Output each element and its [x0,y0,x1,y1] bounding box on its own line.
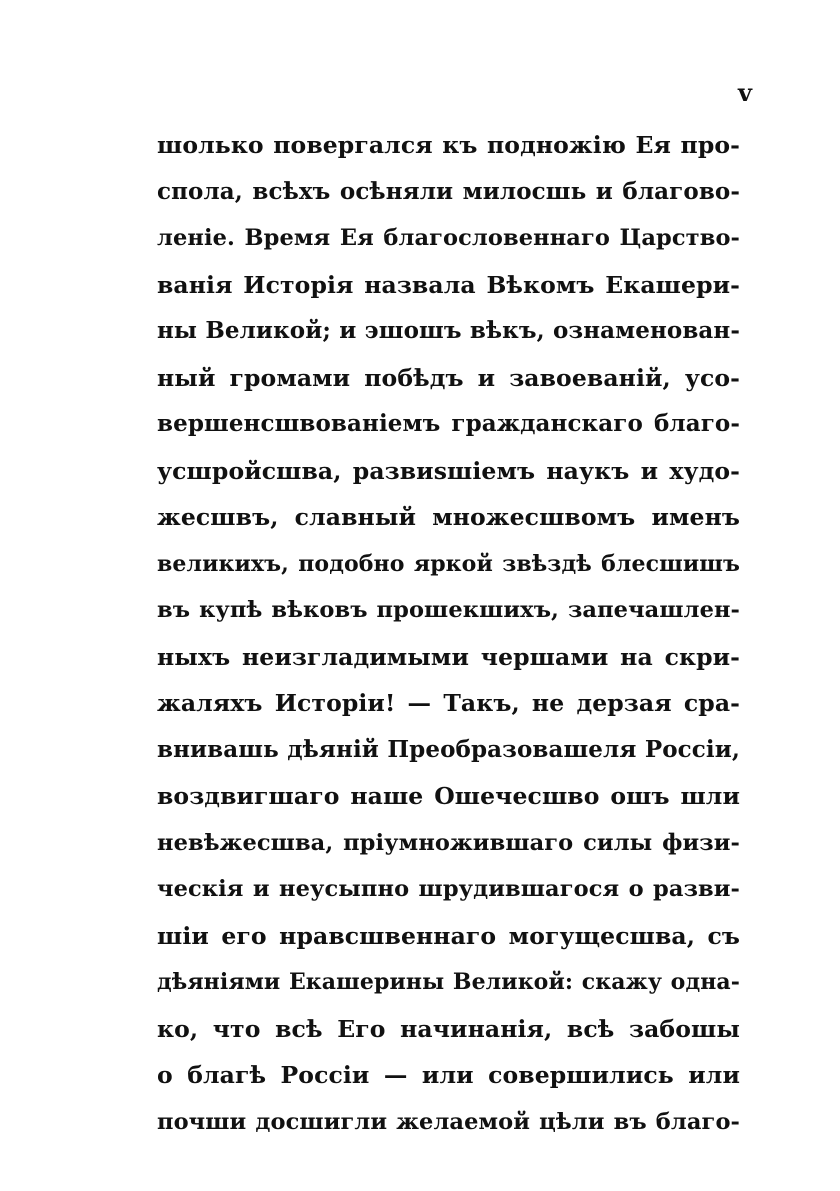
text-line: воздвигшаго наше Ошечесшво ошъ шли [157,782,740,810]
text-line: ко, что всѣ Его начинанія, всѣ забошы [157,1014,740,1043]
text-line: дѣяніями Екашерины Великой: скажу одна- [157,969,740,995]
text-line: вершенсшвованіемъ гражданскаго благо- [157,410,740,437]
text-line: усшройсшва, развиsшіемъ наукъ и худо- [157,456,740,485]
text-line: ныхъ неизгладимыми чершами на скри- [157,642,740,671]
text-line: невѣжесшва, пріумножившаго силы физи- [157,829,740,856]
body-text [157,122,740,1145]
text-line: почши досшигли желаемой цѣли въ благо- [157,1108,740,1135]
text-line: внивашь дѣяній Преобразовашеля Россіи, [157,735,740,763]
text-line: спола, всѣхъ осѣняли милосшь и благово- [157,177,740,205]
text-line: ческія и неусыпно шрудившагося о разви- [157,876,740,902]
text-line: шолько повергался къ подножію Ея про- [157,131,740,159]
text-line: о благѣ Россіи — или совершились или [157,1061,740,1089]
page-number: v [738,78,752,107]
text-line: ванія Исторія назвала Вѣкомъ Екашери- [157,270,740,299]
text-line: жесшвъ, славный множесшвомъ именъ [157,503,740,531]
text-line: въ купѣ вѣковъ прошекшихъ, запечашлен- [157,597,740,623]
text-line: шіи его нравсшвеннаго могущесшва, съ [157,921,740,950]
text-line: леніе. Время Ея благословеннаго Царство- [157,225,740,251]
text-line: ны Великой; и эшошъ вѣкъ, ознаменован- [157,317,740,344]
text-line: великихъ, подобно яркой звѣздѣ блесшишъ [157,550,740,577]
text-line: ный громами побѣдъ и завоеваній, усо- [157,363,740,392]
text-line: жаляхъ Исторіи! — Такъ, не дерзая сра- [157,689,740,717]
